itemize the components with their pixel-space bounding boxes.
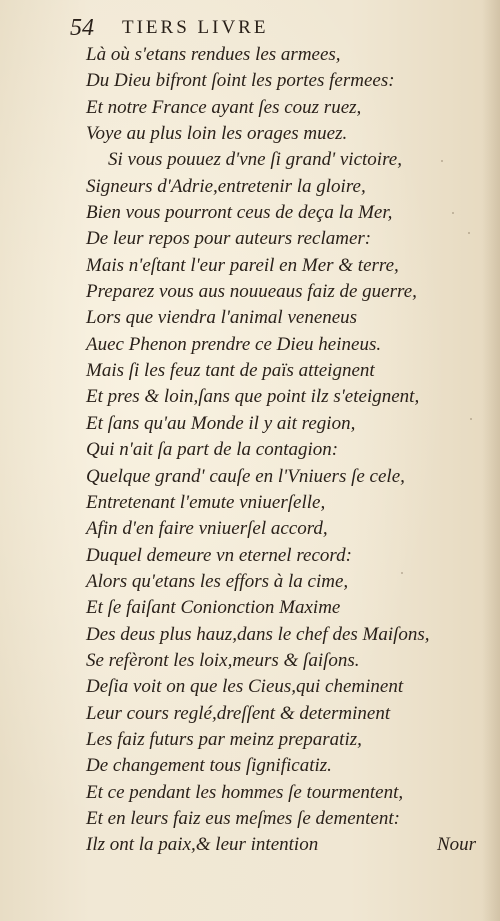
verse-line: Ilz ont la paix,& leur intention <box>86 834 319 856</box>
verse-line: De leur repos pour auteurs reclamer: <box>86 228 372 250</box>
verse-line: Et en leurs faiz eus meſmes ſe dementent: <box>86 807 400 829</box>
verse-line: Qui n'ait ſa part de la contagion: <box>86 439 339 461</box>
verse-line: Et notre France ayant ſes couz ruez, <box>86 96 362 118</box>
poem-verses <box>86 42 486 859</box>
verse-line: Bien vous pourront ceus de deça la Mer, <box>86 202 393 224</box>
verse-line: Mais ſi les feuz tant de païs atteignent <box>86 360 375 382</box>
paper-speck <box>229 843 231 845</box>
verse-line: Alors qu'etans les effors à la cime, <box>86 570 349 592</box>
verse-line: Des deus plus hauz,dans le chef des Maiſons, <box>86 623 430 645</box>
verse-line: Signeurs d'Adrie,entretenir la gloire, <box>86 175 366 197</box>
paper-speck <box>470 418 472 420</box>
paper-speck <box>452 212 454 214</box>
verse-line: Les faiz futurs par meinz preparatiz, <box>86 728 362 750</box>
verse-line: Du Dieu bifront ſoint les portes fermees: <box>86 70 395 92</box>
verse-line: Auec Phenon prendre ce Dieu heineus. <box>86 333 382 355</box>
paper-speck <box>401 572 403 574</box>
catchword: Nour <box>437 834 477 855</box>
verse-line: Preparez vous aus nouueaus faiz de guerre, <box>86 281 417 303</box>
verse-line: Et ce pendant les hommes ſe tourmentent, <box>86 781 404 803</box>
verse-line: Deſia voit on que les Cieus,qui cheminent <box>86 676 404 698</box>
paper-speck <box>468 232 470 234</box>
verse-line: Et ſe faiſant Conionction Maxime <box>86 597 341 619</box>
paper-speck <box>441 160 443 162</box>
verse-line: Lors que viendra l'animal veneneus <box>86 307 358 329</box>
verse-line: Afin d'en faire vniuerſel accord, <box>86 518 328 540</box>
verse-line: Leur cours reglé,dreſſent & determinent <box>86 702 391 724</box>
verse-line: Si vous pouuez d'vne ſi grand' victoire, <box>108 149 402 171</box>
verse-line: Entretenant l'emute vniuerſelle, <box>86 491 326 513</box>
verse-line: Et pres & loin,ſans que point ilz s'eteignent, <box>86 386 420 408</box>
verse-line: Duquel demeure vn eternel record: <box>86 544 352 566</box>
verse-line: Mais n'eſtant l'eur pareil en Mer & terre, <box>86 254 399 276</box>
verse-line: Quelque grand' cauſe en l'Vniuers ſe cele, <box>86 465 405 487</box>
page-number: 54 <box>70 15 94 41</box>
verse-line: Se refèront les loix,meurs & ſaiſons. <box>86 649 360 671</box>
page-header <box>70 14 370 42</box>
verse-line: Et ſans qu'au Monde il y ait region, <box>86 412 356 434</box>
running-head: TIERS LIVRE <box>122 17 269 38</box>
verse-line: Là où s'etans rendues les armees, <box>86 44 341 65</box>
verse-line: De changement tous ſignificatiz. <box>86 755 332 777</box>
verse-line: Voye au plus loin les orages muez. <box>86 123 348 145</box>
